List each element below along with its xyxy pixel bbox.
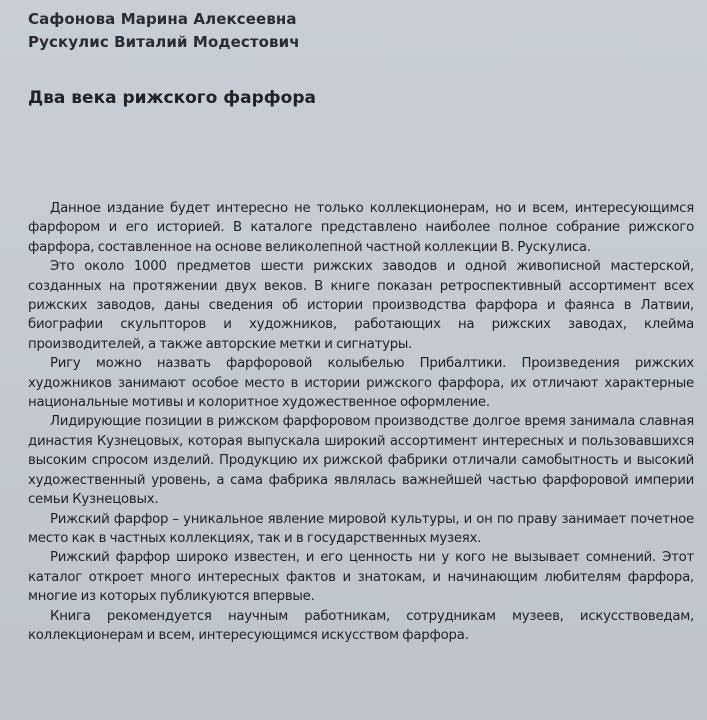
book-title: Два века рижского фарфора <box>28 88 316 108</box>
paragraph: Рижский фарфор широко известен, и его ценность ни у кого не вызывает сомнений. Этот каталог откроет много интересных фактов и знатокам, и начинающим любителям фарфора, многие из которых публикуются впервые. <box>28 550 694 605</box>
author-name: Сафонова Марина Алексеевна <box>28 10 297 28</box>
paragraph: Ригу можно назвать фарфоровой колыбелью Прибалтики. Произведения рижских художников занимают особое место в истории рижского фарфора, их отличают характерные национальные мотивы и колоритное художественное оформление. <box>28 356 694 411</box>
paragraph: Данное издание будет интересно не только коллекционерам, но и всем, интересующимся фарфором и его историей. В каталоге представлено наиболее полное собрание рижского фарфора, составленное на основе великолепной частной коллекции В. Рускулиса. <box>28 201 694 255</box>
paragraph: Это около 1000 предметов шести рижских заводов и одной живописной мастерской, созданных на протяжении двух веков. В книге показан ретроспективный ассортимент всех рижских заводов, даны сведения об истории производства фарфора и фаянса в Латвии, биографии скульпторов и художников, работающих на рижских заводах, клейма производителей, а также авторские метки и сигнатуры. <box>28 259 694 352</box>
paragraph: Лидирующие позиции в рижском фарфоровом производстве долгое время занимала славная династия Кузнецовых, которая выпускала широкий ассортимент интересных и пользовавшихся высоким спросом изделий. Продукцию их рижской фабрики отличали самобытность и высокий художественный уровень, а сама фабрика являлась важнейшей частью фарфоровой империи семьи Кузнецовых. <box>28 414 694 508</box>
author-list <box>28 8 689 54</box>
author-name: Рускулис Виталий Модестович <box>28 33 300 51</box>
annotation-text <box>28 199 694 645</box>
paragraph: Книга рекомендуется научным работникам, сотрудникам музеев, искусствоведам, коллекционерам и всем, интересующимся искусством фарфора. <box>28 608 694 643</box>
paragraph: Рижский фарфор – уникальное явление мировой культуры, и он по праву занимает почетное место как в частных коллекциях, так и в государственных музеях. <box>28 511 694 546</box>
